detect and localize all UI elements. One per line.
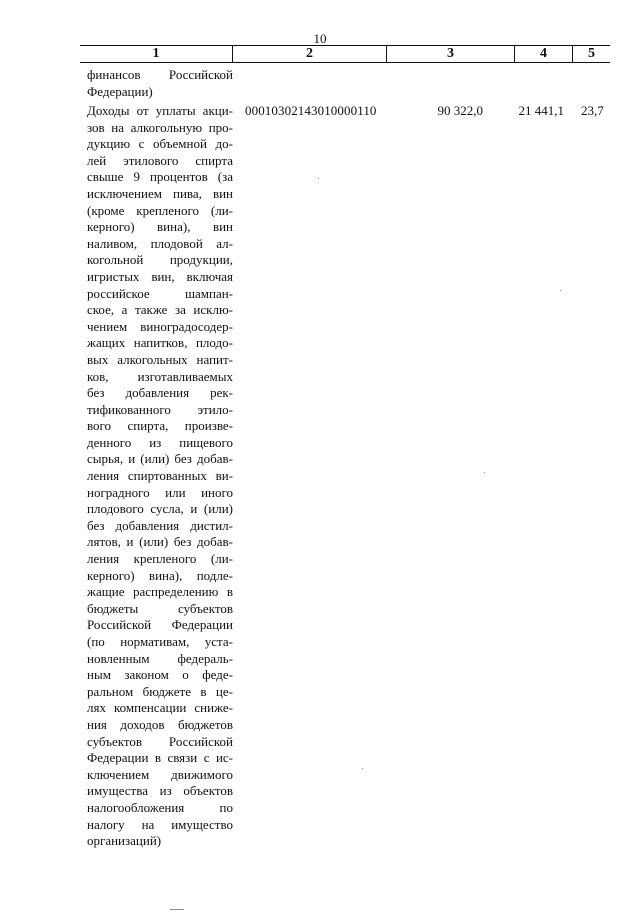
column-header-3: 3 (387, 46, 515, 62)
description-line: лях компенсации сниже- (87, 700, 233, 716)
description-line: наливом, плодовой ал- (87, 235, 233, 251)
description-line: лятов, и (или) без добав- (87, 534, 233, 550)
description-line: свыше 9 процентов (за (87, 169, 233, 185)
scan-speck (484, 472, 485, 473)
table-header-row (80, 45, 610, 63)
description-line: ным законом о феде- (87, 667, 233, 683)
description-line: жащие распределению в (87, 584, 233, 600)
description-line: российское шампан- (87, 285, 233, 301)
description-line: Федерации в связи с ис- (87, 750, 233, 766)
description-line: без добавления дистил- (87, 517, 233, 533)
description-line: организаций) (87, 833, 162, 849)
description-line: сырья, и (или) без добав- (87, 451, 233, 467)
scan-speck (318, 178, 319, 179)
description-line: Доходы от уплаты акци- (87, 103, 233, 118)
row-description (87, 103, 233, 850)
scan-speck (362, 768, 363, 769)
description-line: тификованного этило- (87, 401, 233, 417)
description-line: исключением пива, вин (87, 185, 233, 201)
description-line: Российской Федерации (87, 617, 233, 633)
description-line: имущества из объектов (87, 783, 233, 799)
description-line: когольной продукции, (87, 252, 233, 268)
description-line: бюджеты субъектов (87, 600, 233, 616)
description-line: ское, а также за исклю- (87, 302, 233, 318)
column-header-1: 1 (80, 46, 233, 62)
description-line: керного) вина), подле- (87, 567, 233, 583)
description-line: налогу на имущество (87, 816, 233, 832)
value-column-4: 21 441,1 (518, 103, 564, 118)
description-line: ключением движимого (87, 766, 233, 782)
description-line: без добавления рек- (87, 385, 233, 401)
budget-classification-code: 00010302143010000110 (245, 103, 377, 118)
description-line: налогообложения по (87, 799, 233, 815)
description-line: ральном бюджете в це- (87, 683, 233, 699)
description-line: зов на алкогольную про- (87, 119, 233, 135)
description-line: плодового сусла, и (или) (87, 501, 233, 517)
description-line: ления спиртованных ви- (87, 468, 233, 484)
value-column-3: 90 322,0 (437, 103, 483, 118)
page-number: 10 (313, 31, 327, 46)
continued-description: финансов Российской Федерации) (87, 67, 233, 99)
scan-mark (170, 909, 184, 910)
description-line: ния доходов бюджетов (87, 716, 233, 732)
description-line: субъектов Российской (87, 733, 233, 749)
column-header-2: 2 (233, 46, 387, 62)
description-line: ков, изготавливаемых (87, 368, 233, 384)
description-line: игристых вин, включая (87, 268, 233, 284)
description-line: (по нормативам, уста- (87, 634, 233, 649)
description-line: ления крепленого (ли- (87, 551, 233, 567)
description-line: керного) вина), вин (87, 219, 233, 235)
column-header-5: 5 (588, 46, 595, 61)
description-line: дукцию с объемной до- (87, 136, 233, 152)
description-line: новленным федераль- (87, 650, 233, 666)
description-line: (кроме крепленого (ли- (87, 202, 233, 218)
description-line: жащих напитков, плодо- (87, 335, 233, 351)
description-line: лей этилового спирта (87, 152, 233, 168)
column-header-4: 4 (515, 46, 573, 62)
description-line: вого спирта, произве- (87, 418, 233, 434)
description-line: чением виноградосодер- (87, 318, 233, 334)
description-line: денного из пищевого (87, 434, 233, 450)
description-line: ноградного или иного (87, 484, 233, 500)
scan-speck (560, 290, 561, 291)
description-line: вых алкогольных напит- (87, 351, 233, 367)
value-column-5: 23,7 (581, 103, 604, 118)
